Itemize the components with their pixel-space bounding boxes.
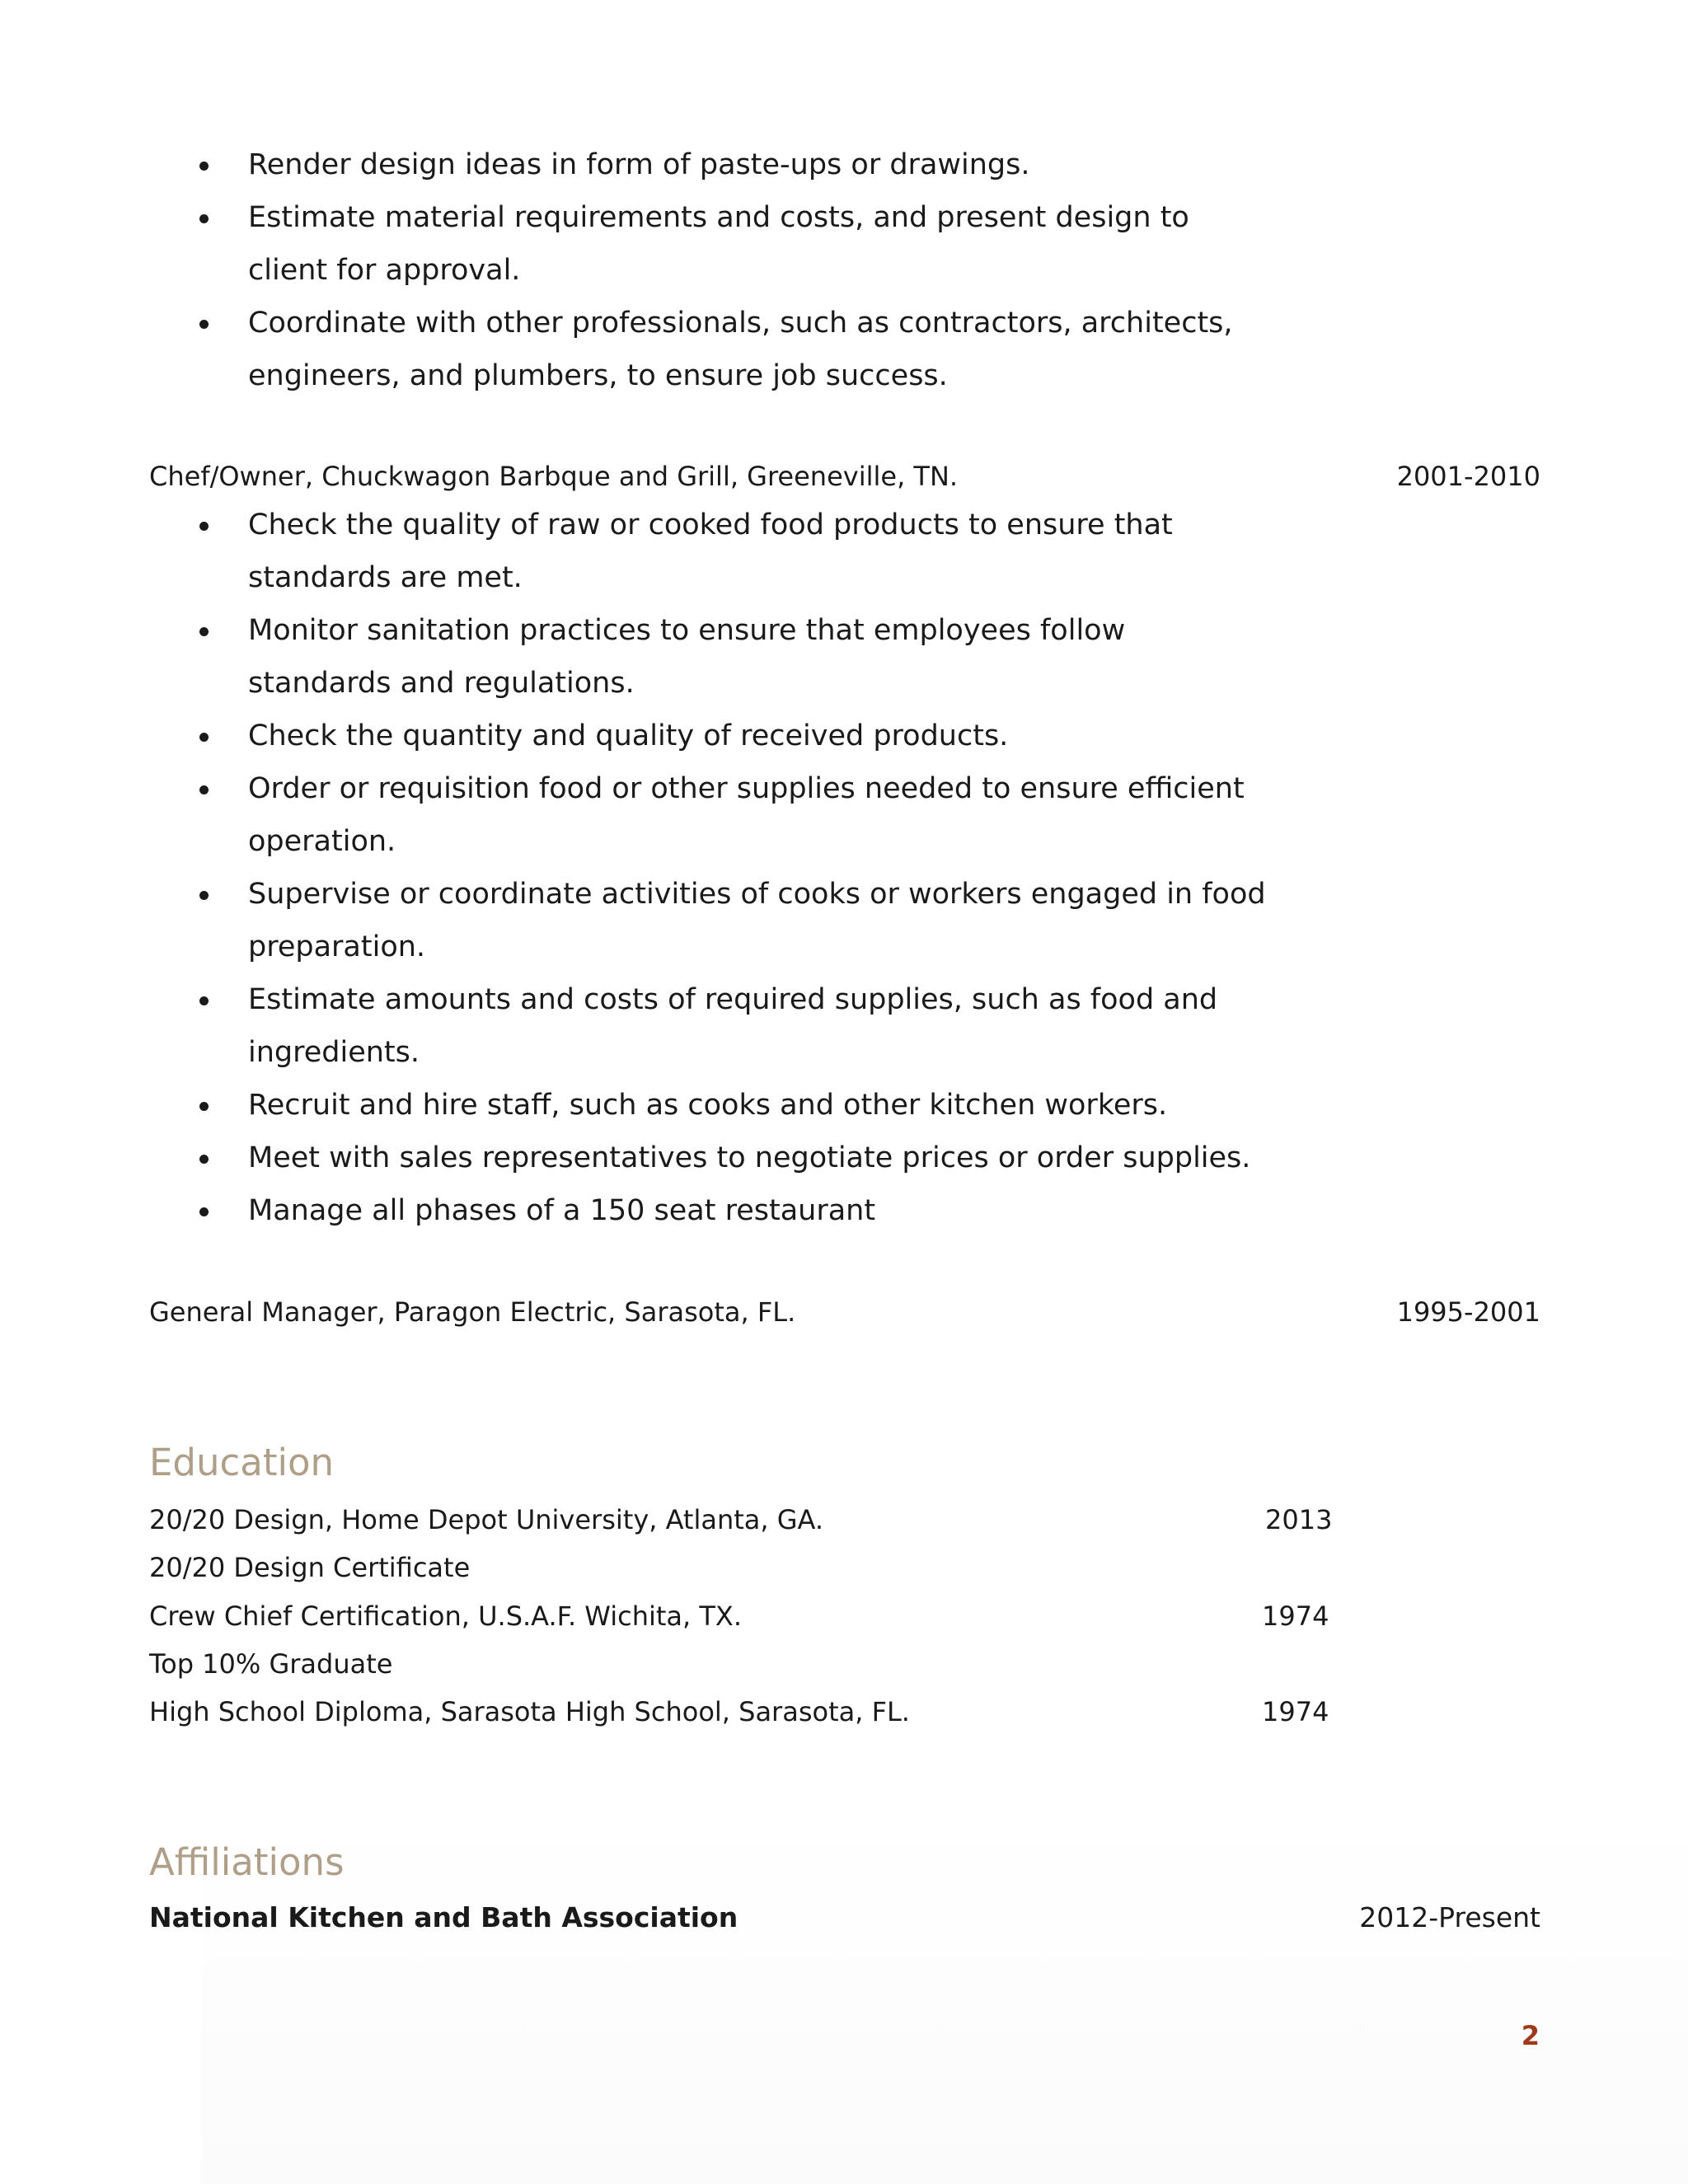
list-item: Coordinate with other professionals, such as contractors, architects, engineers, and plumbers, to ensure job success. xyxy=(198,297,1270,402)
page-shade xyxy=(202,1813,1688,2184)
bullet-icon xyxy=(199,627,209,636)
job-dates: 1995-2001 xyxy=(1396,1296,1540,1328)
list-item: Check the quantity and quality of received products. xyxy=(198,710,1270,762)
list-item: Estimate amounts and costs of required supplies, such as food and ingredients. xyxy=(198,973,1270,1079)
continued-bullet-list xyxy=(198,138,1270,402)
list-item: Manage all phases of a 150 seat restaurant xyxy=(198,1184,1270,1237)
list-item: Estimate material requirements and costs, and present design to client for approval. xyxy=(198,191,1270,297)
job-title: Chef/Owner, Chuckwagon Barbque and Grill, Greeneville, TN. xyxy=(149,461,959,492)
list-item: Check the quality of raw or cooked food products to ensure that standards are met. xyxy=(198,499,1270,604)
job-header-chef-owner xyxy=(149,458,1540,494)
job-header-general-manager xyxy=(149,1294,1540,1330)
list-item: Order or requisition food or other supplies needed to ensure efficient operation. xyxy=(198,762,1270,868)
bullet-icon xyxy=(199,320,209,329)
job-dates: 2001-2010 xyxy=(1396,461,1540,492)
list-item: Meet with sales representatives to negotiate prices or order supplies. xyxy=(198,1132,1270,1184)
list-item: Supervise or coordinate activities of cooks or workers engaged in food preparation. xyxy=(198,868,1270,973)
affiliation-name: National Kitchen and Bath Association xyxy=(149,1901,738,1933)
education-detail: Top 10% Graduate xyxy=(149,1648,393,1680)
education-year: 1974 xyxy=(1262,1601,1329,1632)
bullet-icon xyxy=(199,733,209,742)
education-year: 2013 xyxy=(1265,1504,1333,1535)
education-entry: Crew Chief Certification, U.S.A.F. Wichita, TX. xyxy=(149,1601,743,1632)
bullet-icon xyxy=(199,996,209,1005)
bullet-icon xyxy=(199,891,209,900)
bullet-icon xyxy=(199,1207,209,1216)
bullet-icon xyxy=(199,522,209,531)
education-year: 1974 xyxy=(1262,1696,1329,1727)
education-entry: High School Diploma, Sarasota High School, Sarasota, FL. xyxy=(149,1696,910,1727)
education-entry: 20/20 Design, Home Depot University, Atlanta, GA. xyxy=(149,1504,824,1535)
page-number: 2 xyxy=(1521,2020,1540,2051)
affiliation-dates: 2012-Present xyxy=(1359,1901,1540,1933)
bullet-icon xyxy=(199,785,209,794)
bullet-icon xyxy=(199,214,209,223)
education-detail: 20/20 Design Certificate xyxy=(149,1552,471,1583)
bullet-icon xyxy=(199,1155,209,1164)
list-item: Recruit and hire staff, such as cooks and other kitchen workers. xyxy=(198,1079,1270,1132)
affiliation-entry xyxy=(149,1900,1540,1936)
affiliations-heading: Affiliations xyxy=(149,1840,345,1884)
bullet-icon xyxy=(199,162,209,171)
job-bullet-list xyxy=(198,499,1270,1237)
job-title: General Manager, Paragon Electric, Sarasota, FL. xyxy=(149,1296,796,1328)
bullet-icon xyxy=(199,1102,209,1111)
list-item: Render design ideas in form of paste-ups or drawings. xyxy=(198,138,1270,191)
list-item: Monitor sanitation practices to ensure that employees follow standards and regulations. xyxy=(198,604,1270,710)
education-heading: Education xyxy=(149,1441,335,1484)
